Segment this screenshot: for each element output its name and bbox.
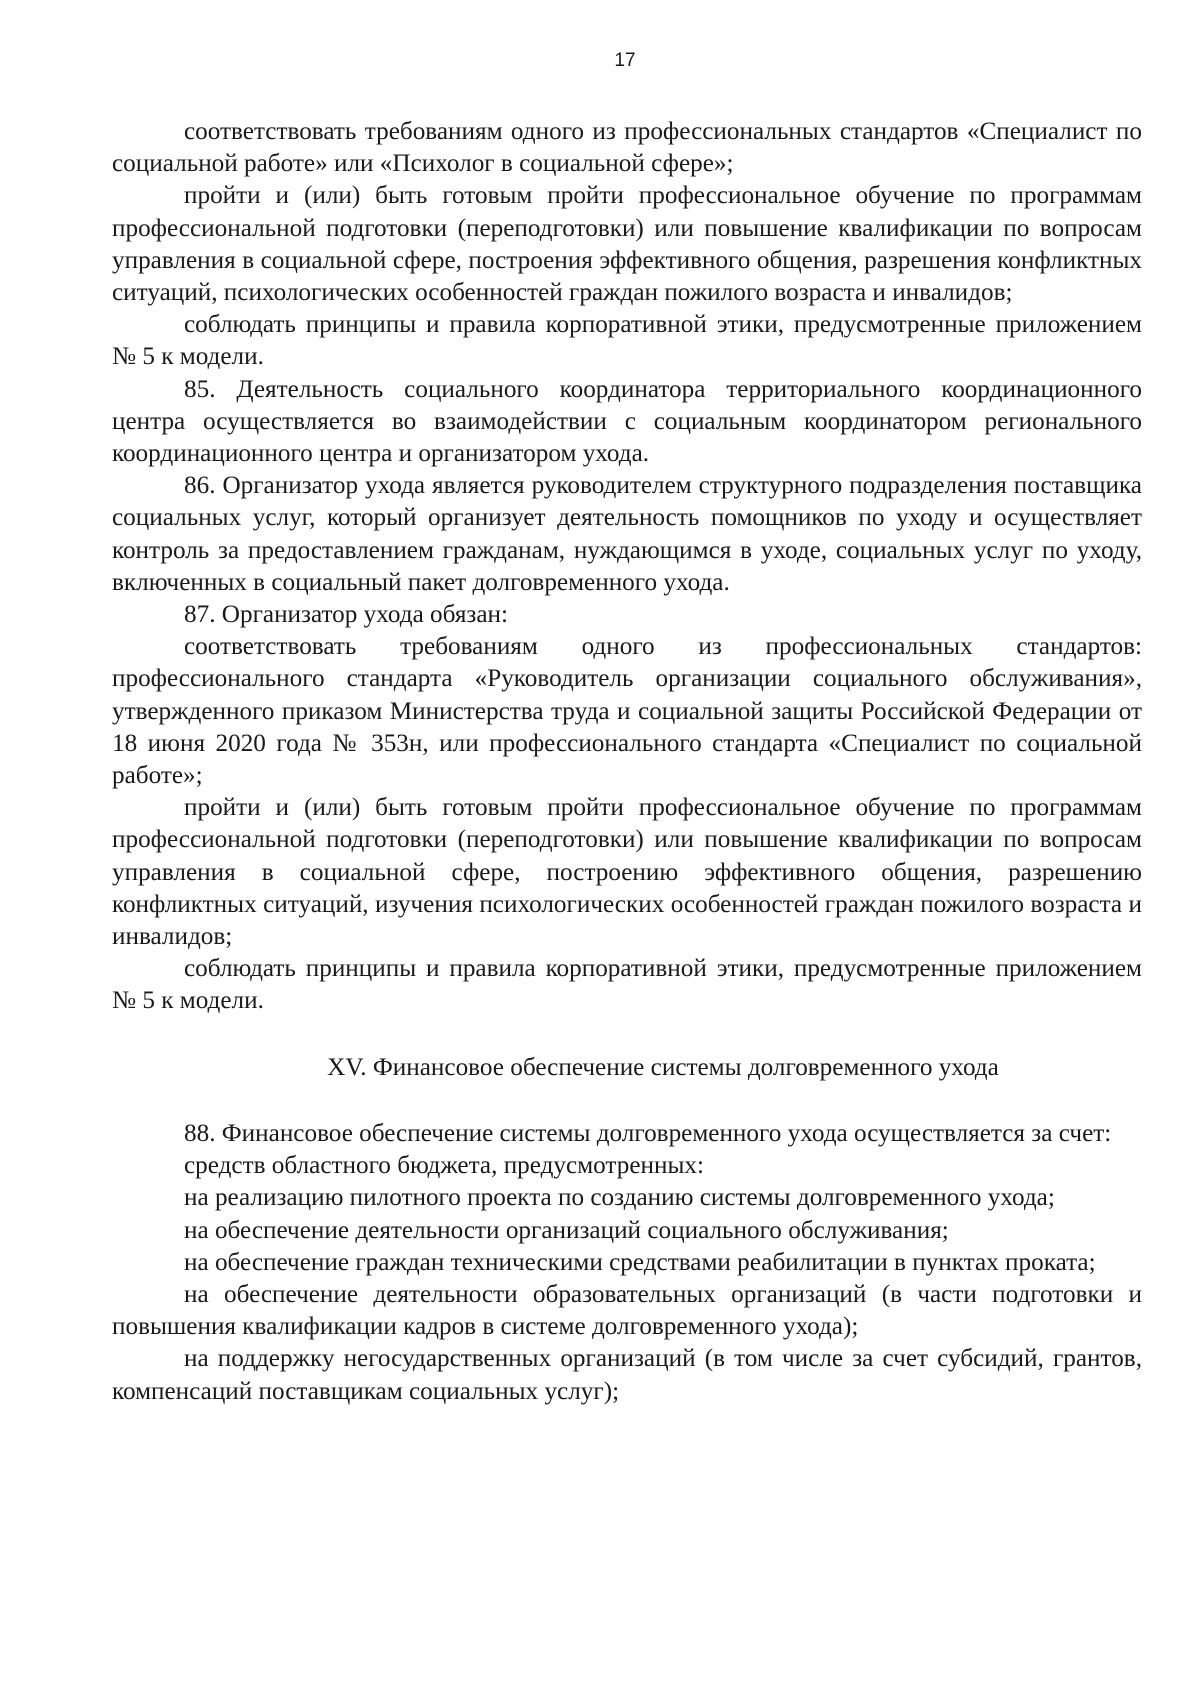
section-heading: XV. Финансовое обеспечение системы долговременного ухода [327,1053,999,1081]
paragraph-clause-87: 87. Организатор ухода обязан: [184,601,509,629]
page-number: 17 [614,50,636,71]
paragraph: соблюдать принципы и правила корпоративной этики, предусмотренные приложением № 5 к модели. [112,311,1142,371]
paragraph: соответствовать требованиям одного из профессиональных стандартов: профессионального стандарта «Руководитель организации социального обслуживания», утвержденного приказом Министерства труда и социальной защиты Российской Федерации от 18 июня 2020 года № 353н, или профессионального стандарта «Специалист по социальной работе»; [112,633,1142,790]
paragraph-clause-88: 88. Финансовое обеспечение системы долговременного ухода осуществляется за счет: [184,1119,1112,1147]
paragraph: на обеспечение деятельности организаций социального обслуживания; [184,1216,949,1244]
paragraph: соответствовать требованиям одного из профессиональных стандартов «Специалист по социальной работе» или «Психолог в социальной сфере»; [112,118,1142,178]
paragraph: на обеспечение граждан техническими средствами реабилитации в пунктах проката; [184,1248,1096,1276]
paragraph: пройти и (или) быть готовым пройти профессиональное обучение по программам профессиональной подготовки (переподготовки) или повышение квалификации по вопросам управления в социальной сфере, построения эффективного общения, разрешения конфликтных ситуаций, психологических особенностей граждан пожилого возраста и инвалидов; [112,182,1142,307]
document-body [112,116,1142,1408]
paragraph: на поддержку негосударственных организаций (в том числе за счет субсидий, грантов, компенсаций поставщикам социальных услуг); [112,1345,1142,1405]
paragraph: соблюдать принципы и правила корпоративной этики, предусмотренные приложением № 5 к модели. [112,955,1142,1015]
paragraph: на обеспечение деятельности образовательных организаций (в части подготовки и повышения квалификации кадров в системе долговременного ухода); [112,1280,1142,1341]
paragraph-clause-86: 86. Организатор ухода является руководителем структурного подразделения поставщика социальных услуг, который организует деятельность помощников по уходу и осуществляет контроль за предоставлением гражданам, нуждающимся в уходе, социальных услуг по уходу, включенных в социальный пакет долговременного ухода. [112,472,1142,596]
paragraph: пройти и (или) быть готовым пройти профессиональное обучение по программам профессиональной подготовки (переподготовки) или повышение квалификации по вопросам управления в социальной сфере, построению эффективного общения, разрешению конфликтных ситуаций, изучения психологических особенностей граждан пожилого возраста и инвалидов; [112,794,1142,951]
paragraph: средств областного бюджета, предусмотренных: [184,1152,704,1180]
paragraph: на реализацию пилотного проекта по созданию системы долговременного ухода; [184,1184,1055,1212]
paragraph-clause-85: 85. Деятельность социального координатора территориального координационного центра осуществляется во взаимодействии с социальным координатором регионального координационного центра и организатором ухода. [112,375,1142,468]
